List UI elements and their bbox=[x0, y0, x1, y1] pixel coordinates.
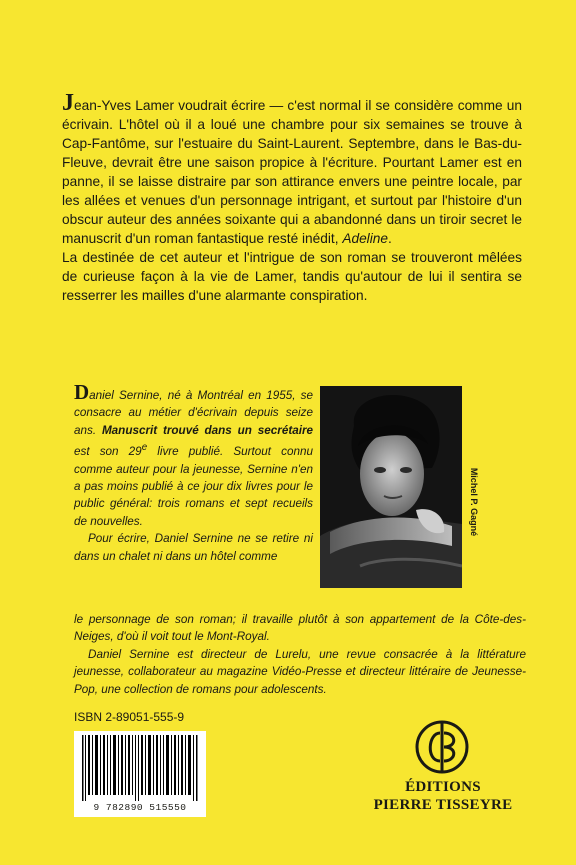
bio-drop-cap: D bbox=[74, 380, 90, 404]
publisher-line-2: PIERRE TISSEYRE bbox=[373, 797, 513, 813]
isbn-number: ISBN 2-89051-555-9 bbox=[74, 710, 185, 724]
publisher-line-1: ÉDITIONS bbox=[405, 779, 481, 795]
barcode-digits: 9 782890 515550 bbox=[93, 802, 187, 813]
photo-credit: Michel P. Gagné bbox=[469, 467, 479, 537]
blurb-paragraph-2: La destinée de cet auteur et l'intrigue de son roman se trouveront mêlées de curieuse façon à la vie de Lamer, tandis qu'autour de lui il sentira se resserrer les mailles d'une alarmante conspiration. bbox=[62, 250, 522, 303]
blurb-text-end: . bbox=[388, 231, 392, 246]
bio-paragraph-1 bbox=[74, 380, 314, 530]
bio-text: est son 29 bbox=[74, 445, 142, 459]
author-portrait-image bbox=[320, 386, 462, 588]
bio-paragraph-2b: le personnage de son roman; il travaille plutôt à son appartement de la Côte-des-Neiges, d'où il voit tout le Mont-Royal. bbox=[74, 613, 526, 644]
blurb-paragraph-1 bbox=[62, 90, 522, 248]
blurb-text: ean-Yves Lamer voudrait écrire — c'est normal il se considère comme un écrivain. L'hôtel où il a loué une chambre pour six semaines se trouve à Cap-Fantôme, sur l'estuaire du Saint-Laurent. Septembre, dans le Bas-du-Fleuve, devrait être une saison propice à l'écriture. Pourtant Lamer est en panne, il se laisse distraire par son attirance envers une peintre locale, par les allées et venues d'un personnage intrigant, et surtout par l'histoire d'un obscur auteur des années soixante qui a abandonné dans un tiroir secret le manuscrit d'un roman fantastique resté inédit, bbox=[62, 98, 522, 246]
author-bio bbox=[74, 380, 314, 565]
bio-paragraph-2a: Pour écrire, Daniel Sernine ne se retire ni dans un chalet ni dans un hôtel comme bbox=[74, 532, 313, 563]
drop-cap: J bbox=[62, 90, 74, 116]
publisher-name bbox=[370, 778, 516, 814]
author-photo bbox=[320, 386, 462, 588]
bio-paragraph-3: Daniel Sernine est directeur de Lurelu, une revue consacrée à la littérature jeunesse, collaborateur au magazine Vidéo-Presse et directeur littéraire de Jeunesse-Pop, une collection de romans pour adolescents. bbox=[74, 647, 526, 696]
back-cover-blurb bbox=[62, 90, 522, 305]
bio-text: livre publié. Surtout connu comme auteur pour la jeunesse, Sernine n'en a pas moins publié à ce jour dix livres pour le public général: trois romans et sept recueils de nouvelles. bbox=[74, 445, 313, 528]
bio-text: aniel Sernine, né à Montréal en 1955, se consacre au métier d'écrivain depuis seize ans. bbox=[74, 389, 313, 437]
author-bio-continued bbox=[74, 611, 526, 698]
ordinal-superscript: e bbox=[141, 442, 148, 454]
publisher-logo bbox=[414, 719, 470, 775]
publisher-emblem-icon bbox=[414, 719, 470, 775]
novel-title: Adeline bbox=[342, 231, 388, 246]
barcode-bars bbox=[74, 731, 206, 801]
barcode bbox=[74, 731, 206, 817]
book-title: Manuscrit trouvé dans un secrétaire bbox=[101, 423, 314, 437]
